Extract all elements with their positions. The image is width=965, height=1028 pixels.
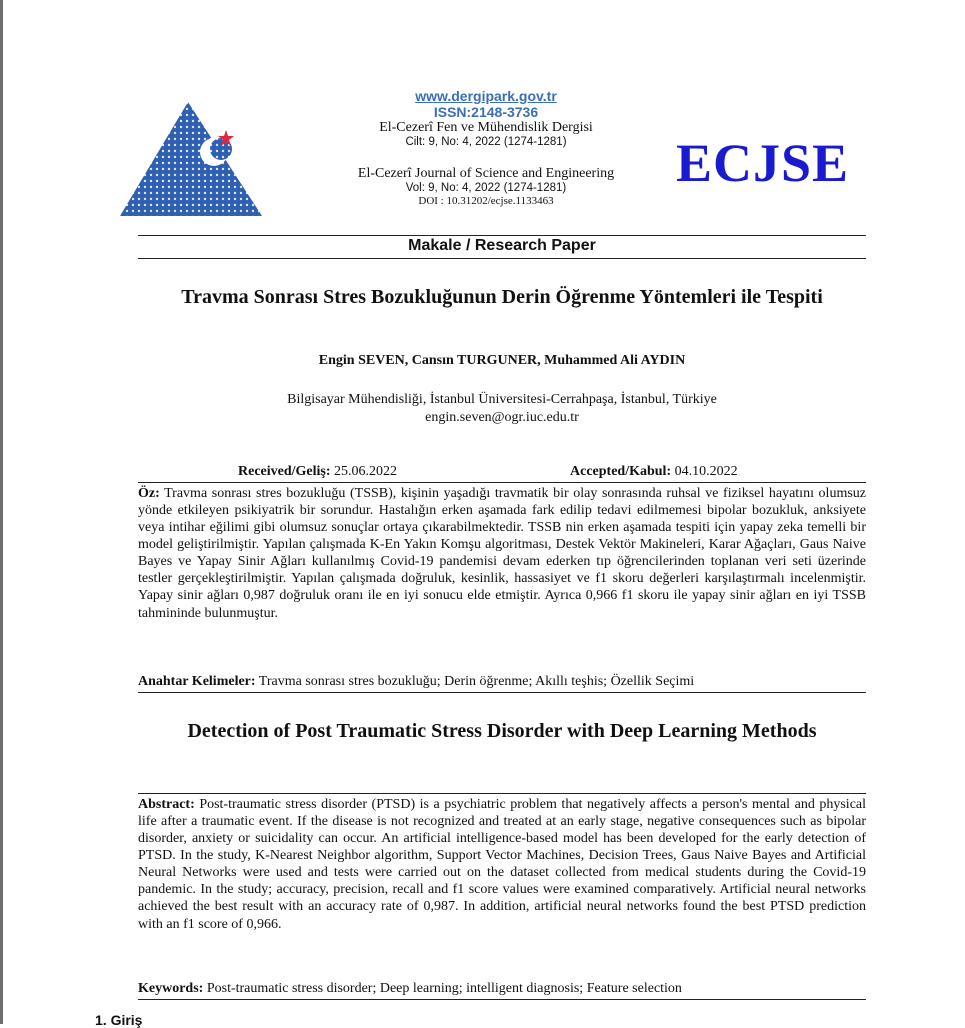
journal-brand: ECJSE [676, 133, 850, 193]
divider [138, 235, 866, 236]
abstract-en-text: Post-traumatic stress disorder (PTSD) is a psychiatric problem that negatively affects a person's mental and physical life after a traumatic event. If the disease is not recognized and treated at an early stage, negative consequences such as bipolar disorder, anxiety or suicidality can occur. An artificial intelligence-based model has been developed for the early detection of PTSD. In the study, K-Nearest Neighbor algorithm, Support Vector Machines, Decision Trees, Gaus Naive Bayes and Artificial Neural Networks were used and tests were carried out on the dataset collected from medical students during the Covid-19 pandemic. In the study; accuracy, precision, recall and f1 score values were examined comparatively. Artificial neural networks achieved the best result with an accuracy rate of 0,987. In addition, artificial neural networks found the best PTSD prediction with an f1 score of 0,966. [138, 797, 867, 932]
divider [138, 482, 866, 483]
journal-issn: ISSN:2148-3736 [433, 104, 539, 121]
divider [138, 793, 866, 794]
journal-logo-icon [118, 100, 263, 218]
abstract-en [138, 796, 866, 933]
accepted-value: 04.10.2022 [674, 464, 738, 479]
divider [138, 999, 866, 1000]
received-value: 25.06.2022 [334, 464, 398, 479]
abstract-tr-text: Travma sonrası stres bozukluğu (TSSB), kişinin yaşadığı travmatik bir olay sonrasında ruhsal ve fiziksel hayatını olumsuz yönde etkileyen psikiyatrik bir sorundur. Hastalığın erken aşamada fark edilip tedavi edilmemesi bipolar bozukluk, anksiyete veya intihar eğilimi gibi olumsuz sonuçlar ortaya çıkarabilmektedir. TSSB nin erken aşamada tespiti için yapay zeka temelli bir model geliştirilmiştir. Yapılan çalışmada K-En Yakın Komşu algoritması, Destek Vektör Makineleri, Karar Ağaçları, Gaus Naive Bayes ve Yapay Sinir Ağları kullanılmış Covid-19 pandemisi devam ederken tıp öğrencilerinden toplanan veri seti üzerinde testler gerçekleştirilmiştir. Yapılan çalışmada doğruluk, kesinlik, hassasiyet ve f1 skoru değerleri karşılaştırmalı incelenmiştir. Yapay sinir ağları 0,987 doğruluk oranı ile en iyi sonucu elde etmiştir. Ayrıca 0,966 f1 skoru ile yapay sinir ağları en iyi TSSB tahmininde bulunmuştur. [138, 486, 866, 621]
divider [138, 692, 866, 693]
affiliation-block [138, 391, 866, 426]
accepted-date [570, 464, 738, 480]
affiliation: Bilgisayar Mühendisliği, İstanbul Üniversitesi-Cerrahpaşa, İstanbul, Türkiye [287, 392, 717, 407]
divider [138, 258, 866, 259]
section-heading: 1. Giriş [95, 1012, 143, 1028]
journal-volume-en: Vol: 9, No: 4, 2022 (1274-1281) [405, 181, 567, 194]
keywords-en [138, 981, 866, 997]
keywords-tr-text: Travma sonrası stres bozukluğu; Derin öğrenme; Akıllı teşhis; Özellik Seçimi [258, 674, 695, 689]
received-label: Received/Geliş: [238, 464, 331, 479]
authors: Engin SEVEN, Cansın TURGUNER, Muhammed Ali AYDIN [318, 353, 686, 368]
keywords-tr [138, 674, 866, 690]
journal-doi: DOI : 10.31202/ecjse.1133463 [418, 194, 554, 207]
journal-header [316, 88, 656, 207]
author-email[interactable]: engin.seven@ogr.iuc.edu.tr [425, 409, 579, 425]
paper-type: Makale / Research Paper [408, 237, 596, 254]
abstract-tr [138, 485, 866, 622]
accepted-label: Accepted/Kabul: [570, 464, 672, 479]
received-date [238, 464, 397, 480]
keywords-en-label: Keywords: [138, 981, 204, 996]
abstract-en-label: Abstract: [138, 797, 195, 812]
journal-volume-tr: Cilt: 9, No: 4, 2022 (1274-1281) [405, 136, 567, 149]
title-en: Detection of Post Traumatic Stress Disorder with Deep Learning Methods [187, 720, 817, 742]
page-left-border [0, 0, 3, 1024]
abstract-tr-label: Öz: [138, 486, 160, 501]
keywords-tr-label: Anahtar Kelimeler: [138, 674, 256, 689]
journal-url-link[interactable]: www.dergipark.gov.tr [415, 88, 557, 104]
journal-name-en: El-Cezerî Journal of Science and Engineering [357, 165, 615, 181]
keywords-en-text: Post-traumatic stress disorder; Deep learning; intelligent diagnosis; Feature selection [206, 981, 682, 996]
title-tr: Travma Sonrası Stres Bozukluğunun Derin Öğrenme Yöntemleri ile Tespiti [181, 286, 823, 308]
journal-name-tr: El-Cezerî Fen ve Mühendislik Dergisi [379, 120, 593, 136]
